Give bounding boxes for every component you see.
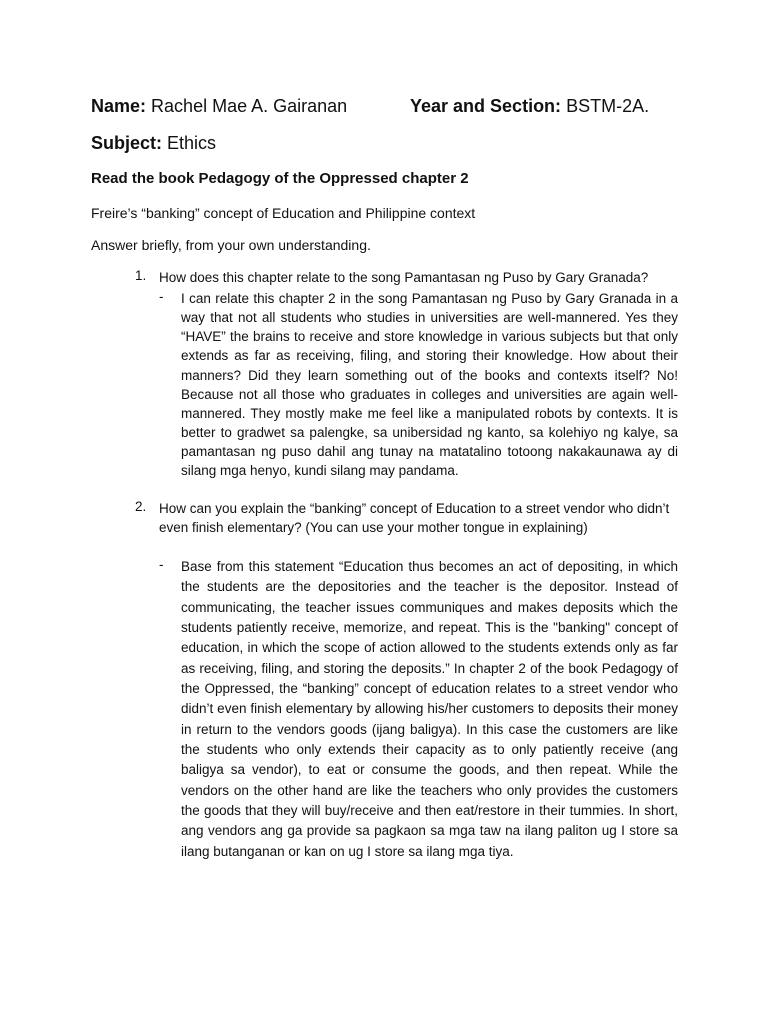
- section-value: BSTM-2A.: [566, 96, 650, 116]
- assignment-instruction: Answer briefly, from your own understanding.: [91, 237, 371, 253]
- name-line: [91, 96, 347, 117]
- name-label: Name:: [91, 96, 147, 116]
- subject-line: [91, 133, 216, 154]
- assignment-topic: Freire’s “banking” concept of Education and Philippine context: [91, 205, 476, 221]
- section-label: Year and Section:: [410, 96, 562, 116]
- name-value: Rachel Mae A. Gairanan: [151, 96, 348, 116]
- assignment-title: Read the book Pedagogy of the Oppressed chapter 2: [91, 170, 469, 187]
- question-text: How does this chapter relate to the song Pamantasan ng Puso by Gary Granada?: [159, 270, 649, 285]
- answer-text: Base from this statement “Education thus becomes an act of depositing, in which the students are the depositories and the teacher is the depositor. Instead of communicating, the teacher issues communiques and makes deposits which the students patiently receive, memorize, and repeat. This is the "banking" concept of education, in which the scope of action allowed to the students extends only as far as receiving, filing, and storing the deposits.” In chapter 2 of the book Pedagogy of the Oppressed, the “banking” concept of education relates to a street vendor who didn’t even finish elementary by allowing his/her customers to deposits their money in return to the vendors goods (ijang baligya). In this case the customers are like the students who only extends their capacity as to only patiently receive (ang baligya sa vendor), to eat or consume the goods, and then repeat. While the vendors on the other hand are like the teachers who only provides the customers the goods that they will buy/receive and then eat/restore in their tummies. In short, ang vendors ang ga provide sa pagkaon sa mga taw na ilang paliton ug I store sa ilang butanganan or kan on ug I store sa ilang mga tiya.: [181, 559, 678, 859]
- answer-bullet: -: [159, 289, 164, 304]
- answer-bullet: -: [159, 557, 164, 572]
- question-text: How can you explain the “banking” concept of Education to a street vendor who didn’t even finish elementary? (You can use your mother tongue in explaining): [159, 501, 670, 535]
- question-number: 1.: [135, 268, 147, 283]
- question-number: 2.: [135, 499, 147, 514]
- subject-label: Subject:: [91, 133, 163, 153]
- section-line: [410, 96, 649, 117]
- subject-value: Ethics: [167, 133, 217, 153]
- answer-text: I can relate this chapter 2 in the song Pamantasan ng Puso by Gary Granada in a way that not all students who studies in universities are well-mannered. Yes they “HAVE” the brains to receive and store knowledge in various subjects but that only extends as far as receiving, filing, and storing their knowledge. How about their manners? Did they learn something out of the books and contexts itself? No! Because not all those who graduates in colleges and universities are again well-mannered. They mostly make me feel like a manipulated robots by contexts. It is better to gradwet sa palengke, sa unibersidad ng kanto, sa kolehiyo ng kalye, sa pamantasan ng puso dahil ang tunay na matatalino totoong nakakaunawa ay di silang mga henyo, kundi silang may pandama.: [181, 291, 678, 479]
